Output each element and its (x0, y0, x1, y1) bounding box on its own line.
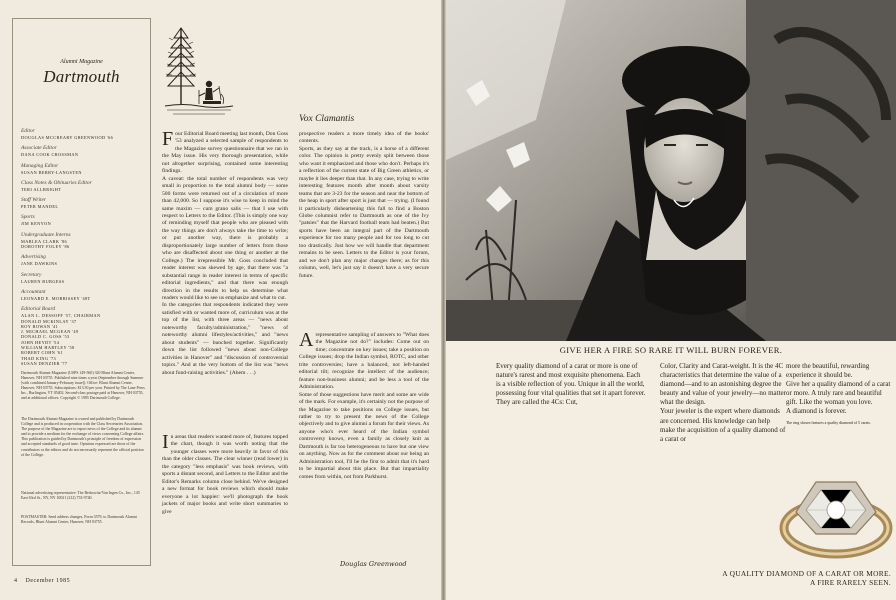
tagline-line-2: A FIRE RARELY SEEN. (809, 578, 891, 587)
ad-headline: GIVE HER A FIRE SO RARE IT WILL BURN FOREVER. (559, 345, 783, 355)
staff-entry (21, 197, 145, 209)
staff-entry (21, 180, 145, 192)
column-paragraphs-1: our Editorial Board meeting last month, Don Goss '53 analyzed a selected sample of respondents to the Magazine survey questionnaire that we ran in the May issue. His very thorough presentation, while not altogether surprising, contained some interesting findings. A caveat: the total number of respondents was very small in proportion to the total alumni body — some 500 forms were returned out of a circulation of more than 42,000. So I suppose it's wise to keep in mind the same maxim — cum grano salis — that I use with respect to Letters to the Editor. (This is simply one way of reminding myself that people who are pleased with the way things are don't always take the time to write; or put another way, there is probably a disproportionately large number of letters from those who are disaffected about one thing or another at the College.) The irrepressible Mr. Goss concluded that reader interest was skewed by age, that there was "a substantial range in reader interest in terms of specific editorial ingredients," and that there was enough direction in the results to help us determine what readers would like to see us emphasize and what to cut. In the categories that respondents indicated they were satisfied with or wanted more of, curriculum was at the top of the list, with three areas — "news about noteworthy faculty/administration," "news of noteworthy alumni lifestyles/activities," and "news about students" — bunched together. Significantly down the list followed "news about non-College activities in Hanover" and "discussion of controversial topics." And at the very bottom of the list was "news about fund-raising activities." (Ahem . . .) (162, 131, 288, 376)
staff-role: Secretary (21, 271, 42, 278)
staff-role: Editor (21, 128, 35, 134)
ad-copy-3: more the beautiful, rewarding experience it should be. Give her a quality diamond of a carat or more. A truly rare and beautiful gift. Like the woman you love. A diamond is forever. (786, 362, 891, 416)
column-text-4 (299, 329, 429, 481)
diamond-ring-icon (776, 452, 894, 570)
staff-entry (21, 272, 145, 284)
issue-date: December 1985 (25, 578, 71, 584)
drop-cap: F (162, 128, 174, 150)
staff-role: Class Notes & Obituaries Editor (21, 179, 92, 186)
staff-list (21, 123, 145, 366)
staff-entry (21, 163, 145, 175)
pine-tree-seal-icon (163, 24, 235, 120)
staff-role: Advertising (21, 254, 46, 261)
staff-entry (21, 254, 145, 266)
staff-names: PETER MANDEL (21, 204, 59, 210)
woman-portrait-photo (446, 0, 896, 341)
staff-names: LAUREN BURGESS (21, 278, 65, 284)
staff-names: LEONARD E. MORRISSEY '48T (21, 295, 91, 301)
staff-role: Accountant (21, 288, 46, 295)
column-text-3: prospective readers a more timely idea of the books' contents. Sports, as they say at the track, is a horse of a different color. The opinion is pretty evenly split between those who want it emphasized and those who don't. Perhaps it's a reflection of the current state of Big Green athletics, or maybe it lies deeper than that. In any case, trying to write interesting features month after month about varsity teams that are 3-23 for the season and near the bottom of the heap in sport after sport is just that — trying. (I found it particularly disheartening this fall to find a Boston Globe columnist refer to Dartmouth as one of the Ivy "patsies" that the Harvard football team had beaten.) But sports have been an integral part of the Dartmouth experience for too many people and for too long to cut too drastically. Just how we will handle that department remains to be seen. Letters to the Editor is your forum, and we don't plan any major changes there; as for this column, well, let's just say it doesn't have a very secure future. (299, 131, 429, 279)
staff-entry (21, 145, 145, 157)
column-paragraphs-2: n areas that readers wanted more of, features topped the chart, though it was worth noting that the younger classes were more heavily in favor of this than the older classes. The clear winner (read lower) in the category "less emphasis" was book reviews, with sports a distant second, and Letters to the Editor and the Editor's Remarks column close behind. We've designed a new format for book reviews which should make everyone a lot happier: we'll photograph the book jackets of major books and write short summaries to give (162, 434, 288, 515)
staff-role: Sports (21, 214, 35, 221)
staff-entry (21, 214, 145, 226)
drop-cap: A (299, 329, 314, 351)
editorial-page (0, 0, 441, 600)
masthead-title: Dartmouth (43, 67, 120, 86)
staff-entry (21, 232, 145, 250)
staff-names: TERI ALLBRIGHT (21, 186, 62, 192)
staff-names: DANA COOK CROSSMAN (21, 152, 79, 158)
staff-role: Undergraduate Interns (21, 231, 71, 238)
ad-tagline (636, 569, 891, 587)
staff-role: Editorial Board (21, 306, 56, 313)
advertising-rep: National advertising representative: The Berkowitz/Van Ingen Co., Inc., 145 East 63rd St., NY, NY 10021 (212) 753-9740. (21, 491, 140, 501)
drop-cap: I (162, 431, 169, 453)
page-folio (14, 578, 78, 584)
staff-names: DOUGLAS MCCREARY GREENWOOD '66 (21, 135, 114, 140)
staff-role: Staff Writer (21, 197, 47, 204)
staff-entry (21, 306, 145, 366)
ring-caption: The ring shown features a quality diamond of 5 carats. (786, 421, 871, 425)
column-text-2 (162, 431, 288, 516)
staff-names: ALAN L. DESSOFF '57, CHAIRMAN DONALD MCKINLAY '37 ROY ROWAN '41 J. MICHAEL MCGEAN '49 DONALD C. GOSS '53 JOHN HEYDT '54 WILLIAM HARTLEY '58 ROBERT COHN '61 THAD KING '73 SUSAN DENZIER '77 (21, 313, 101, 366)
staff-names: MARLEA CLARK '86 DOROTHY FOLEY '86 (21, 238, 70, 250)
editor-signature: Douglas Greenwood (340, 560, 407, 568)
staff-names: SUSAN BERRY-LANGSTEN (21, 169, 82, 175)
postmaster-notice: POSTMASTER: Send address changes, Form 3579, to Dartmouth Alumni Records, Blunt Alumni Center, Hanover, NH 03755. (21, 515, 137, 525)
masthead-box (12, 18, 151, 566)
masthead-kicker: Alumni Magazine (60, 59, 103, 65)
staff-names: JIM KENYON (21, 221, 52, 227)
staff-entry (21, 128, 145, 140)
tagline-line-1: A QUALITY DIAMOND OF A CARAT OR MORE. (722, 569, 891, 578)
ownership-statement: The Dartmouth Alumni Magazine is owned and published by Dartmouth College and is produced in cooperation with the Class Secretaries Association. The purpose of the Magazine are to report news of the College and its alumni and to provide a medium for the exchange of views concerning College affairs. This publication is guided by Dartmouth's principle of freedom of expression and accepted standards of good taste. Opinions expressed are those of the contributors or the editors and do not necessarily represent the official position of the College. (21, 417, 145, 457)
staff-role: Associate Editor (21, 145, 57, 152)
column-heading: Vox Clamantis (299, 114, 355, 124)
page-number: 4 (14, 578, 18, 584)
ad-copy-2: Color, Clarity and Carat-weight. It is the 4C characteristics that determine the value of a diamond—and to an astonishing degree the beauty and value of your jewelry—no matter what the design. Your jeweler is the expert where diamonds are concerned. His knowledge can help make the acquisition of a quality diamond of a carat or (660, 362, 786, 443)
ad-copy-1: Every quality diamond of a carat or more is one of nature's rarest and most exquisite phenomena. Each is a visible reflection of you. Unique in all the world, possessing four vital qualities that set it apart forever. They are called the 4Cs: Cut, (496, 362, 646, 407)
staff-role: Managing Editor (21, 162, 59, 169)
column-paragraphs-4: representative sampling of answers to "What does the Magazine not do?" includes: Come out on time; concentrate on key issues; take a position on College issues; drop the Indian symbol, ROTC, and other trite controversies; have a balanced, not left-handed editorial tilt; recognize the intellect of the audience; feature non-business alumni; and be less a tool of the Administration. Some of those suggestions have merit and some are wide of the mark. For example, it's certainly not the purpose of the Magazine to take positions on College issues, but rather to try to present the news of the College objectively and to give alumni a forum for their views. As anyone who's ever heard of the Indian symbol controversy knows, even a family as closely knit as Dartmouth is far too heterogeneous to have but one view on anything. Now as for the comment about our being an Administration tool, I'll be the first to admit that it's hard to be impartial about this place. But that impartiality comes from within, not from Parkhurst. (299, 332, 429, 480)
staff-names: JANE DAWKINS (21, 261, 58, 267)
staff-entry (21, 289, 145, 301)
publication-info: Dartmouth Alumni Magazine (USPS 149-560) 320 Blunt Alumni Center, Hanover, NH 03755. Published nine times a year (September through Summer [with combined January-February issue]). Office: Blunt Alumni Center, Hanover, NH 03755. Subscriptions: $13.50 per year. Printed by The Lane Press Inc., Burlington, VT 05402. Second-class postage paid at Hanover, NH 03755, and at additional offices. Copyright © 1985 Dartmouth College. (21, 371, 145, 401)
column-text-1 (162, 128, 288, 377)
diamond-advertisement (446, 0, 896, 600)
